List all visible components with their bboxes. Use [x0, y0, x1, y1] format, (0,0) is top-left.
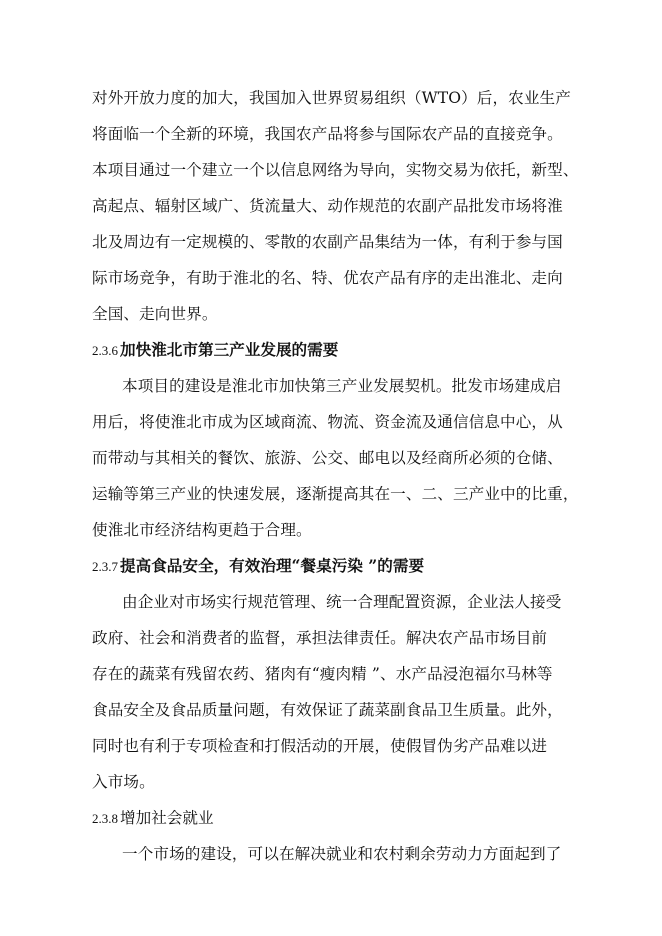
paragraph-line: 入市场。: [92, 773, 155, 791]
paragraph-line: 使淮北市经济结构更趋于合理。: [92, 521, 312, 539]
paragraph-line: 而带动与其相关的餐饮、旅游、公交、邮电以及经商所必须的仓储、: [92, 449, 563, 467]
paragraph-line: 本项目通过一个建立一个以信息网络为导向，实物交易为依托，新型、: [92, 161, 579, 179]
paragraph-line: 同时也有利于专项检查和打假活动的开展，使假冒伪劣产品难以进: [92, 737, 548, 755]
section-number: 2.3.7: [92, 559, 118, 574]
paragraph-line: 北及周边有一定规模的、零散的农副产品集结为一体，有利于参与国: [92, 233, 563, 251]
paragraph-line: 际市场竞争，有助于淮北的名、特、优农产品有序的走出淮北、走向: [92, 269, 563, 287]
section-heading-2-3-6: [92, 340, 338, 361]
section-title: 加快淮北市第三产业发展的需要: [120, 340, 339, 359]
paragraph-line: 将面临一个全新的环境，我国农产品将参与国际农产品的直接竞争。: [92, 125, 563, 143]
paragraph-line: 食品安全及食品质量问题，有效保证了蔬菜副食品卫生质量。此外，: [92, 701, 563, 719]
paragraph-line: 高起点、辐射区域广、货流量大、动作规范的农副产品批发市场将淮: [92, 197, 563, 215]
section-heading-2-3-8: [92, 808, 214, 829]
section-heading-2-3-7: [92, 556, 424, 577]
section-title: 提高食品安全，有效治理“餐桌污染 ”的需要: [120, 556, 425, 575]
section-number: 2.3.8: [92, 811, 118, 826]
section-number: 2.3.6: [92, 343, 118, 358]
section-title: 增加社会就业: [120, 809, 214, 827]
paragraph-line: 存在的蔬菜有残留农药、猪肉有“瘦肉精 ”、水产品浸泡福尔马林等: [92, 665, 553, 683]
paragraph-line: 政府、社会和消费者的监督，承担法律责任。解决农产品市场目前: [92, 629, 548, 647]
paragraph-line: 用后，将使淮北市成为区域商流、物流、资金流及通信信息中心，从: [92, 413, 563, 431]
paragraph-line: 本项目的建设是淮北市加快第三产业发展契机。批发市场建成启: [122, 377, 562, 395]
paragraph-line: 对外开放力度的加大，我国加入世界贸易组织（WTO）后，农业生产: [92, 89, 571, 107]
paragraph-line: 由企业对市场实行规范管理、统一合理配置资源，企业法人接受: [122, 593, 562, 611]
paragraph-line: 运输等第三产业的快速发展，逐渐提高其在一、二、三产业中的比重，: [92, 485, 579, 503]
paragraph-line: 一个市场的建设，可以在解决就业和农村剩余劳动力方面起到了: [122, 845, 562, 863]
paragraph-line: 全国、走向世界。: [92, 305, 218, 323]
